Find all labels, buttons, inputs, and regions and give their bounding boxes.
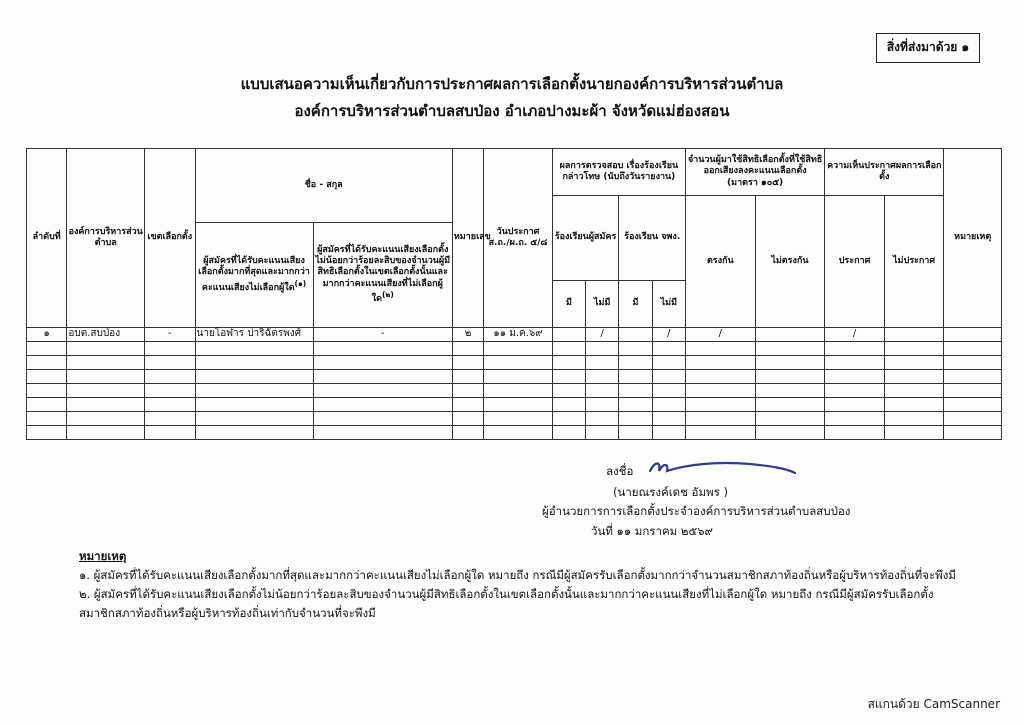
document-title-line1: แบบเสนอความเห็นเกี่ยวกับการประกาศผลการเลือกตั้งนายกองค์การบริหารส่วนตำบล xyxy=(240,75,784,93)
table-row-empty xyxy=(27,398,1002,412)
cell-announce: / xyxy=(825,328,885,342)
col-header-no: ลำดับที่ xyxy=(27,149,67,328)
cell-date: ๑๑ ม.ค.๖๙ xyxy=(484,328,553,342)
cell-no-announce xyxy=(884,328,944,342)
signer-name: (นายณรงค์เดช อัมพร ) xyxy=(613,485,728,499)
col-header-no-announce: ไม่ประกาศ xyxy=(884,196,944,328)
signer-position: ผู้อำนวยการการเลือกตั้งประจำองค์การบริหารส่วนตำบลสบป่อง xyxy=(542,504,851,518)
col-header-complaint-candidate: ร้องเรียนผู้สมัคร xyxy=(552,196,619,281)
col-header-ect-yes: มี xyxy=(619,281,652,328)
col-header-name: ชื่อ - สกุล xyxy=(195,149,452,223)
cell-no: ๑ xyxy=(27,328,67,342)
cell-ect-no: / xyxy=(652,328,685,342)
cell-match: / xyxy=(685,328,755,342)
col-header-nomatch: ไม่ตรงกัน xyxy=(755,196,825,328)
col-header-name-a: ผู้สมัครที่ได้รับคะแนนเสียงเลือกตั้งมากที่สุดและมากกว่าคะแนนเสียงไม่เลือกผู้ใด$^{(๑)}$ xyxy=(195,223,313,328)
signature-block xyxy=(0,460,1024,540)
document-title-line2: องค์การบริหารส่วนตำบลสบป่อง อำเภอปางมะผ้า จังหวัดแม่ฮ่องสอน xyxy=(294,102,730,120)
col-header-ect-no: ไม่มี xyxy=(652,281,685,328)
cell-number: ๒ xyxy=(452,328,483,342)
col-header-name-b: ผู้สมัครที่ได้รับคะแนนเสียงเลือกตั้งไม่น้อยกว่าร้อยละสิบของจำนวนผู้มีสิทธิเลือกตั้งในเขตเลือกตั้งนั้นและมากกว่าคะแนนเสียงที่ไม่เลือกผู้ใด$^{(๒)}$ xyxy=(313,223,452,328)
table-row-empty xyxy=(27,370,1002,384)
col-header-remark: หมายเหตุ xyxy=(944,149,1002,328)
cell-name-b: - xyxy=(313,328,452,342)
table-row xyxy=(27,328,1002,342)
table-row-empty xyxy=(27,356,1002,370)
cell-name-a: นายโอฬาร ปาริฉัตรพงศ์ xyxy=(195,328,313,342)
cell-district: - xyxy=(145,328,195,342)
note-2b: สมาชิกสภาท้องถิ่นหรือผู้บริหารท้องถิ่นเท่ากับจำนวนที่จะพึงมี xyxy=(79,606,376,620)
col-header-number: หมายเลข xyxy=(452,149,483,328)
col-header-announce: ประกาศ xyxy=(825,196,885,328)
col-header-inspection: ผลการตรวจสอบ เรื่องร้องเรียนกล่าวโทษ (นับถึงวันรายงาน) xyxy=(552,149,685,196)
table-row-empty xyxy=(27,412,1002,426)
scanner-watermark: สแกนด้วย CamScanner xyxy=(867,697,1000,711)
col-header-opinion: ความเห็นประกาศผลการเลือกตั้ง xyxy=(825,149,944,196)
notes-heading: หมายเหตุ xyxy=(79,549,127,563)
col-header-complaint-ect: ร้องเรียน จพง. xyxy=(619,196,686,281)
col-header-cand-no: ไม่มี xyxy=(586,281,619,328)
note-1: ๑. ผู้สมัครที่ได้รับคะแนนเสียงเลือกตั้งมากที่สุดและมากกว่าคะแนนเสียงไม่เลือกผู้ใด หมายถึง กรณีมีผู้สมัครรับเลือกตั้งมากกว่าจำนวนสมาชิกสภาท้องถิ่นหรือผู้บริหารท้องถิ่นที่จะพึงมี xyxy=(79,568,956,582)
attachment-label: สิ่งที่ส่งมาด้วย ๑ xyxy=(876,33,980,63)
cell-org: อบต.สบป่อง xyxy=(67,328,145,342)
notes-section xyxy=(79,547,1009,623)
table-row-empty xyxy=(27,426,1002,440)
col-header-cand-yes: มี xyxy=(552,281,585,328)
table-row-empty xyxy=(27,384,1002,398)
signature-label: ลงชื่อ xyxy=(606,464,634,478)
cell-cand-no: / xyxy=(586,328,619,342)
cell-remark xyxy=(944,328,1002,342)
col-header-match: ตรงกัน xyxy=(685,196,755,328)
cell-cand-yes xyxy=(552,328,585,342)
handwritten-signature xyxy=(645,455,805,484)
report-table xyxy=(26,148,1002,440)
note-2a: ๒. ผู้สมัครที่ได้รับคะแนนเสียงเลือกตั้งไม่น้อยกว่าร้อยละสิบของจำนวนผู้มีสิทธิเลือกตั้งในเขตเลือกตั้งนั้นและมากกว่าคะแนนเสียงที่ไม่เลือกผู้ใด หมายถึง กรณีมีผู้สมัครรับเลือกตั้ง xyxy=(79,587,934,601)
col-header-voters: จำนวนผู้มาใช้สิทธิเลือกตั้งที่ใช้สิทธิออกเสียงลงคะแนนเลือกตั้ง (มาตรา ๑๐๕) xyxy=(685,149,824,196)
cell-ect-yes xyxy=(619,328,652,342)
signature-date: วันที่ ๑๑ มกราคม ๒๕๖๙ xyxy=(591,524,713,538)
col-header-date: วันประกาศ ส.ถ./ผ.ถ. ๕/๘ xyxy=(484,149,553,328)
table-row-empty xyxy=(27,342,1002,356)
col-header-org: องค์การบริหารส่วนตำบล xyxy=(67,149,145,328)
col-header-district: เขตเลือกตั้ง xyxy=(145,149,195,328)
cell-nomatch xyxy=(755,328,825,342)
